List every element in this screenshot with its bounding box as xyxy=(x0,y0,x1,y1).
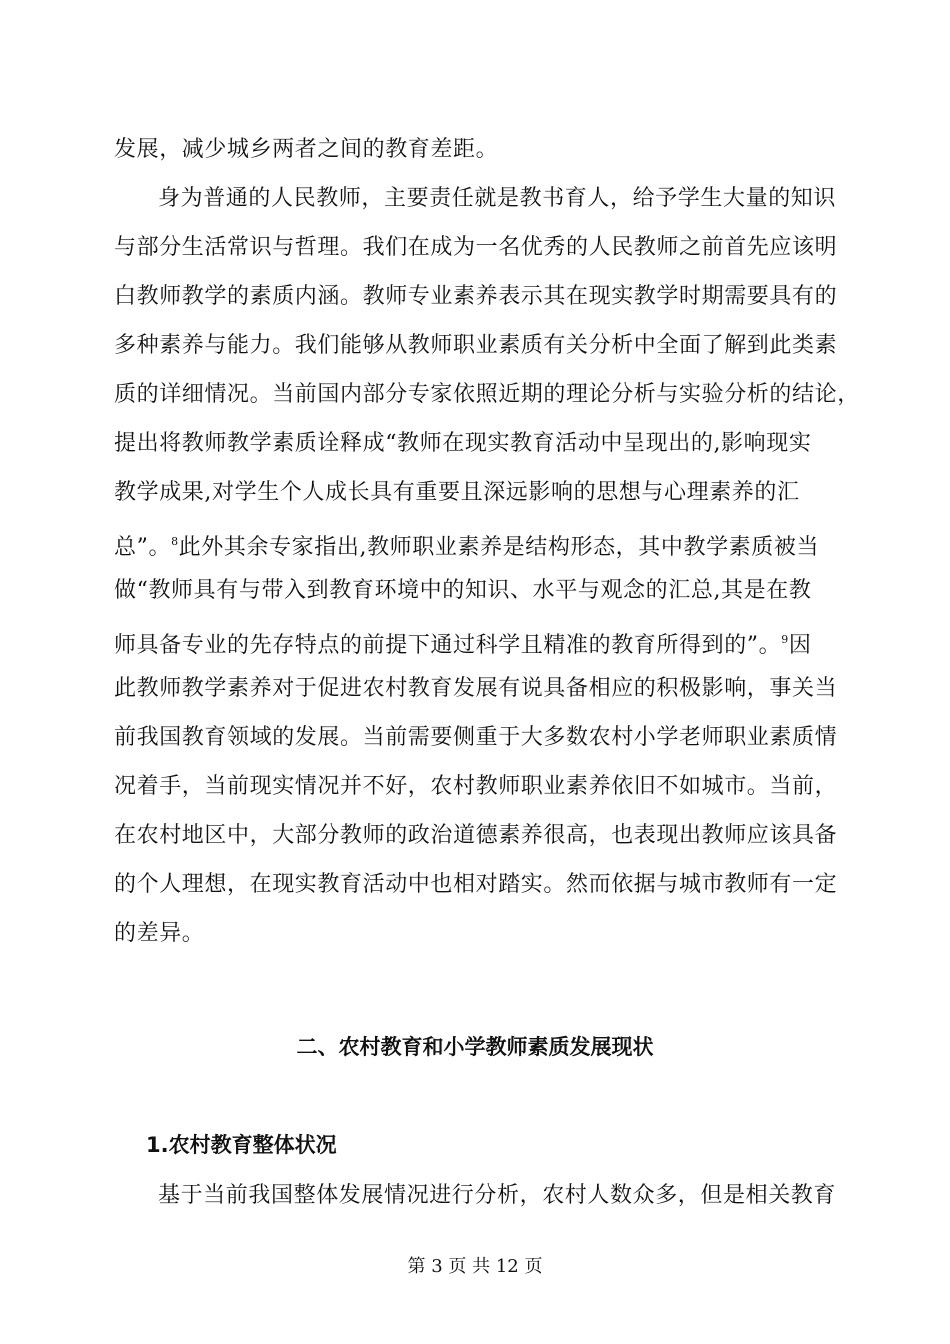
body-line: 基于当前我国整体发展情况进行分析，农村人数众多，但是相关教育 xyxy=(158,1183,837,1208)
body-text-segment: 师具备专业的先存特点的前提下通过科学且精准的教育所得到的”。 xyxy=(114,633,782,658)
body-line: 况着手，当前现实情况并不好，农村教师职业素养依旧不如城市。当前， xyxy=(114,774,838,799)
body-line: 白教师教学的素质内涵。教师专业素养表示其在现实教学时期需要具有的 xyxy=(114,284,838,309)
footnote-ref: 8 xyxy=(171,535,179,548)
body-text-segment: 此外其余专家指出,教师职业素养是结构形态，其中教学素质被当 xyxy=(178,535,820,560)
footnote-ref: 9 xyxy=(781,633,789,646)
body-line: 与部分生活常识与哲理。我们在成为一名优秀的人民教师之前首先应该明 xyxy=(114,235,838,260)
body-line: 前我国教育领域的发展。当前需要侧重于大多数农村小学老师职业素质情 xyxy=(114,725,838,750)
body-line: 做“教师具有与带入到教育环境中的知识、水平与观念的汇总,其是在教 xyxy=(114,578,812,603)
body-line: 的差异。 xyxy=(114,921,205,946)
body-line: 教学成果,对学生个人成长具有重要且深远影响的思想与心理素养的汇 xyxy=(114,480,800,505)
section-heading: 二、农村教育和小学教师素质发展现状 xyxy=(296,1035,654,1059)
body-line: 此教师教学素养对于促进农村教育发展有说具备相应的积极影响，事关当 xyxy=(114,676,838,701)
body-text-segment: 总”。 xyxy=(114,535,172,560)
body-line: 在农村地区中，大部分教师的政治道德素养很高，也表现出教师应该具备 xyxy=(114,823,838,848)
body-text-segment: 因 xyxy=(788,633,812,658)
subsection-heading: 1.农村教育整体状况 xyxy=(146,1133,337,1157)
page-footer: 第 3 页 共 12 页 xyxy=(407,1256,543,1277)
body-line: 质的详细情况。当前国内部分专家依照近期的理论分析与实验分析的结论， xyxy=(114,382,860,407)
body-line-with-footnote xyxy=(114,628,811,658)
body-line: 的个人理想，在现实教育活动中也相对踏实。然而依据与城市教师有一定 xyxy=(114,872,838,897)
body-line: 多种素养与能力。我们能够从教师职业素质有关分析中全面了解到此类素 xyxy=(114,333,838,358)
body-line: 身为普通的人民教师，主要责任就是教书育人，给予学生大量的知识 xyxy=(158,186,837,211)
body-line: 提出将教师教学素质诠释成“教师在现实教育活动中呈现出的,影响现实 xyxy=(114,431,812,456)
body-line-with-footnote xyxy=(114,530,819,560)
body-line: 发展，减少城乡两者之间的教育差距。 xyxy=(114,137,499,162)
